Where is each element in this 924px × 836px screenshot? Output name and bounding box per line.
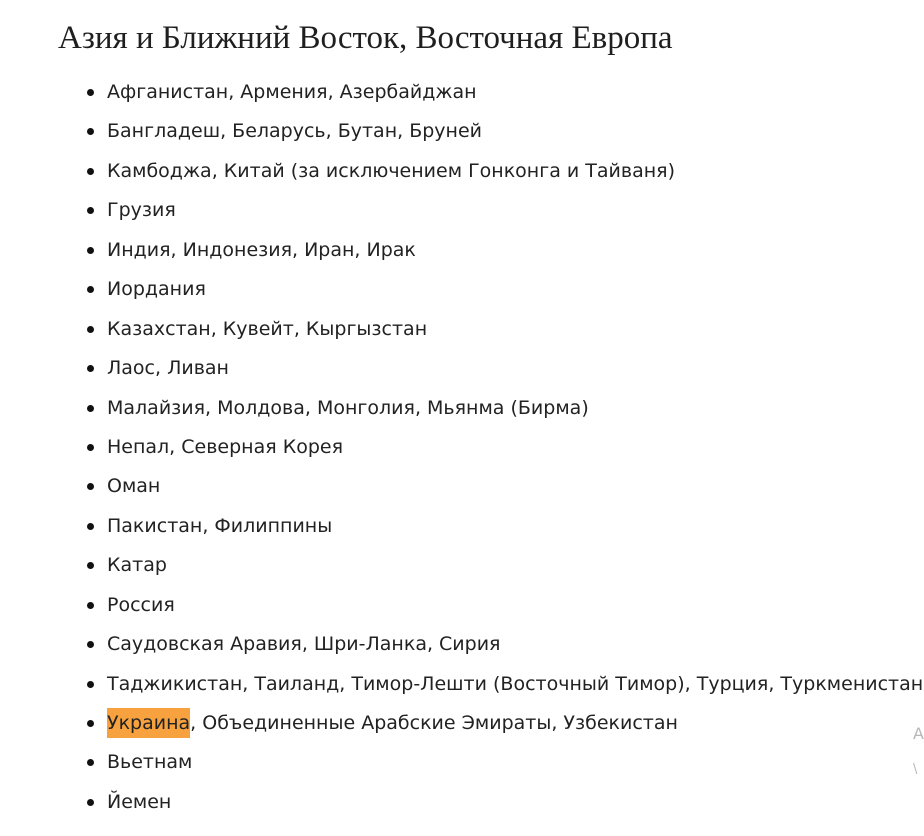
list-item-text: Лаос, Ливан: [107, 357, 229, 380]
list-item: [107, 467, 923, 506]
list-item: [107, 389, 923, 428]
list-item: [107, 112, 923, 151]
list-item: [107, 586, 923, 625]
list-item-text: Бангладеш, Беларусь, Бутан, Бруней: [107, 120, 482, 143]
country-list: [107, 73, 923, 822]
list-item-text: Малайзия, Молдова, Монголия, Мьянма (Бирма): [107, 396, 589, 419]
list-item-text: Таджикистан, Таиланд, Тимор-Лешти (Восточный Тимор), Турция, Туркменистан: [107, 672, 924, 695]
list-item-text: Пакистан, Филиппины: [107, 514, 333, 537]
list-item: [107, 231, 923, 270]
list-item: [107, 270, 923, 309]
list-item-text: Саудовская Аравия, Шри-Ланка, Сирия: [107, 633, 501, 656]
list-item-text: Индия, Индонезия, Иран, Ирак: [107, 238, 416, 261]
list-item-text: Афганистан, Армения, Азербайджан: [107, 81, 477, 103]
list-item-text: , Объединенные Арабские Эмираты, Узбекистан: [190, 712, 678, 734]
edge-glyph: A: [913, 724, 924, 743]
section-heading: Азия и Ближний Восток, Восточная Европа: [58, 20, 673, 56]
list-item: [107, 310, 923, 349]
list-item: [107, 507, 923, 546]
list-item: [107, 743, 923, 782]
list-item: [107, 625, 923, 664]
list-item-text: Вьетнам: [107, 751, 193, 774]
list-item-text: Казахстан, Кувейт, Кыргызстан: [107, 317, 428, 340]
list-item-text: Оман: [107, 475, 161, 498]
list-item: [107, 546, 923, 585]
list-item-text: Камбоджа, Китай (за исключением Гонконга и Тайваня): [107, 159, 675, 182]
list-item-text: Иордания: [107, 278, 206, 301]
list-item-text: Грузия: [107, 199, 176, 222]
edge-glyph: \: [913, 762, 918, 777]
list-item-text: Россия: [107, 593, 175, 616]
list-item-text: Катар: [107, 554, 167, 577]
list-item: [107, 783, 923, 822]
list-item-highlighted: [107, 704, 923, 743]
list-item: [107, 428, 923, 467]
list-item: [107, 73, 923, 112]
list-item: [107, 191, 923, 230]
list-item: [107, 665, 923, 704]
list-item-text: Непал, Северная Корея: [107, 435, 343, 458]
list-item-text: Йемен: [107, 790, 172, 813]
highlighted-word: Украина: [107, 708, 190, 738]
list-item: [107, 152, 923, 191]
list-item: [107, 349, 923, 388]
